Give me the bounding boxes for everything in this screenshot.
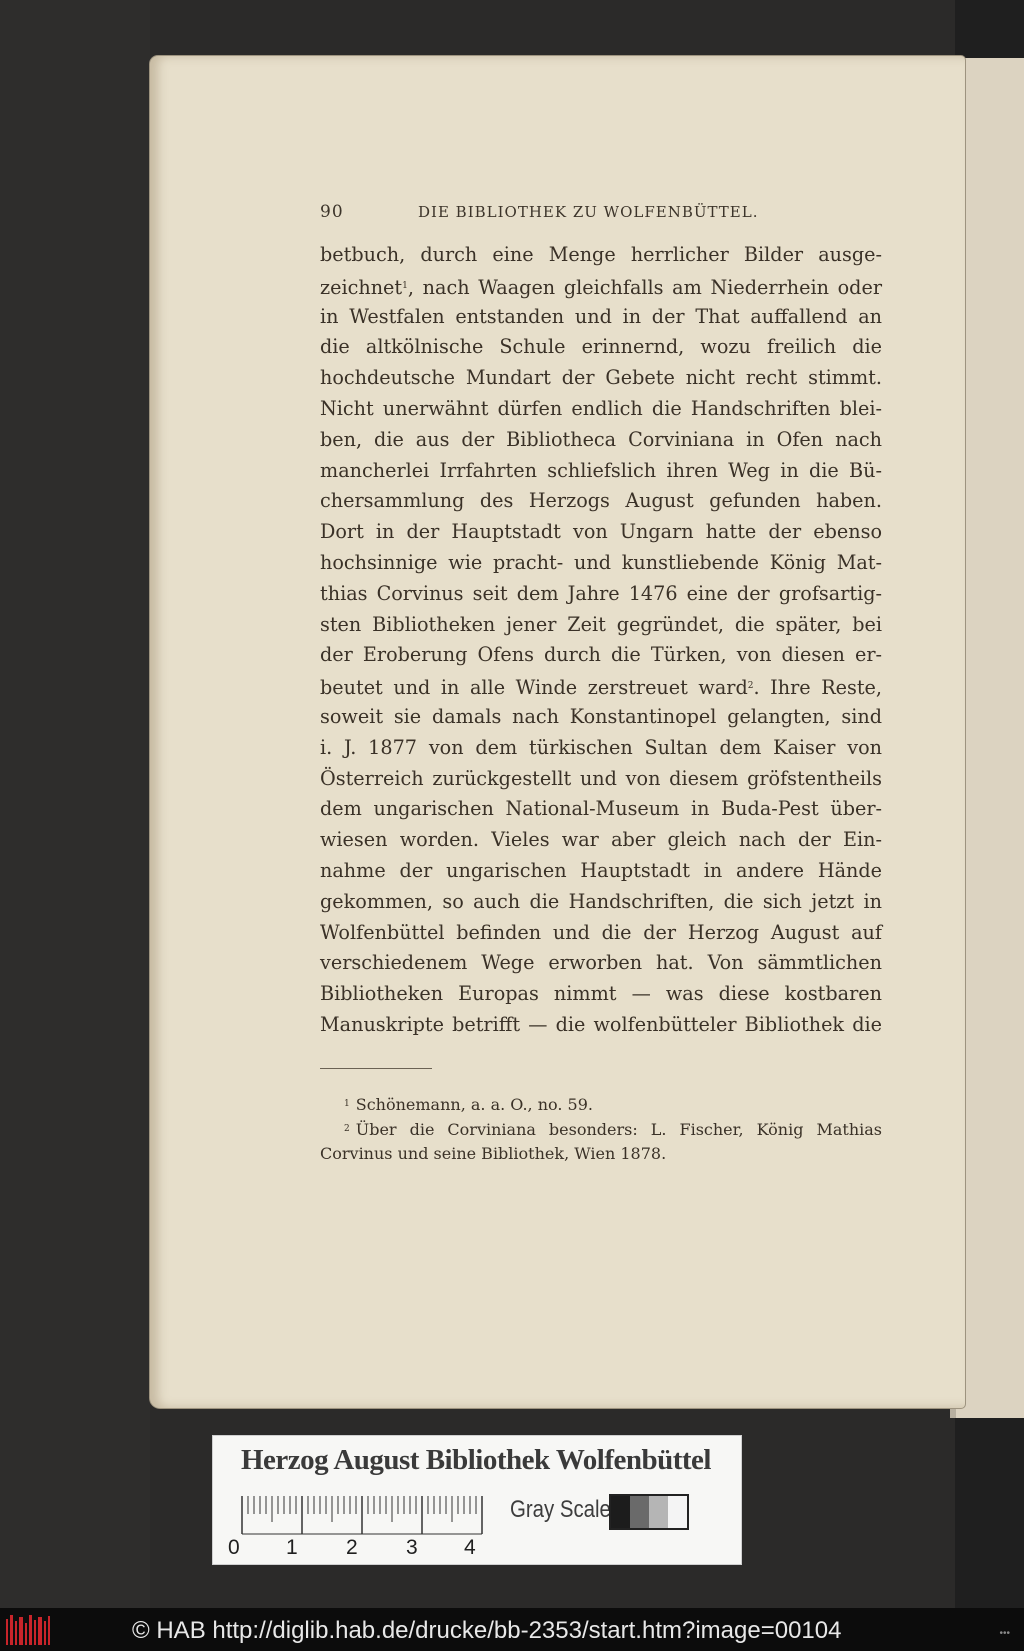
text-line: hochsinnige wie pracht- und kunstliebende König Mat- (320, 550, 882, 574)
text-line: sten Bibliotheken jener Zeit gegründet, die später, bei (320, 612, 882, 636)
text-line: nahme der ungarischen Hauptstadt in andere Hände (320, 858, 882, 882)
ruler-number: 0 (228, 1536, 240, 1559)
gray-swatch (611, 1496, 630, 1528)
gray-swatch (630, 1496, 649, 1528)
text-line: Manuskripte betrifft — die wolfenbütteler Bibliothek die (320, 1012, 882, 1036)
page-number: 90 (320, 202, 344, 222)
library-name: Herzog August Bibliothek Wolfenbüttel (241, 1444, 711, 1476)
footnote-rule (320, 1068, 432, 1069)
text-line: Österreich zurückgestellt und von diesem gröfstentheils (320, 766, 882, 790)
text-line: die altkölnische Schule erinnernd, wozu freilich die (320, 335, 882, 359)
ruler (240, 1496, 492, 1542)
footnote-1: $^1$ Schönemann, a. a. O., no. 59. (344, 1095, 593, 1114)
text-line: mancherlei Irrfahrten schliefslich ihren Weg in die Bü- (320, 458, 882, 482)
footnote-ref: 1 (402, 280, 408, 291)
footer-dots: ••• (999, 1628, 1010, 1639)
barcode-logo-icon (6, 1615, 50, 1647)
ruler-number: 4 (464, 1536, 476, 1559)
gray-scale-bar (609, 1494, 689, 1530)
gray-swatch (668, 1496, 687, 1528)
footnote-ref: 2 (747, 681, 754, 692)
footnotes (320, 1092, 882, 1166)
gray-scale-label: Gray Scale (510, 1496, 611, 1523)
text-line: verschiedenem Wege erworben hat. Von sämmtlichen (320, 951, 882, 975)
text-line: Bibliotheken Europas nimmt — was diese kostbaren (320, 982, 882, 1006)
text-line: Nicht unerwähnt dürfen endlich die Handschriften blei- (320, 396, 882, 420)
text-line: in Westfalen entstanden und in der That auffallend an (320, 304, 882, 328)
footnote-2-line2: Corvinus und seine Bibliothek, Wien 1878. (320, 1144, 667, 1163)
ruler-number: 3 (406, 1536, 418, 1559)
gray-swatch (649, 1496, 668, 1528)
text-line: i. J. 1877 von dem türkischen Sultan dem Kaiser von (320, 735, 882, 759)
running-header (320, 202, 880, 226)
ruler-number: 1 (286, 1536, 298, 1559)
text-line: ben, die aus der Bibliotheca Corviniana in Ofen nach (320, 427, 882, 451)
text-line: wiesen worden. Vieles war aber gleich nach der Ein- (320, 828, 882, 852)
footnote-2-line1: $^2$ Über die Corviniana besonders: L. Fischer, König Mathias (344, 1120, 882, 1139)
footer-bar (0, 1608, 1024, 1651)
ruler-number: 2 (346, 1536, 358, 1559)
text-line: Wolfenbüttel befinden und die der Herzog August auf (320, 920, 882, 944)
text-line: dem ungarischen National-Museum in Buda-Pest über- (320, 797, 882, 821)
text-line: zeichnet$^1$, nach Waagen gleichfalls am Niederrhein oder (320, 275, 882, 299)
text-line: betbuch, durch eine Menge herrlicher Bilder ausge- (320, 243, 882, 266)
text-line: hochdeutsche Mundart der Gebete nicht recht stimmt. (320, 366, 882, 390)
text-line: gekommen, so auch die Handschriften, die sich jetzt in (320, 889, 882, 913)
scanner-backdrop-left (0, 0, 150, 1608)
text-line: Dort in der Hauptstadt von Ungarn hatte der ebenso (320, 520, 882, 544)
text-line: chersammlung des Herzogs August gefunden haben. (320, 489, 882, 513)
body-text (320, 240, 882, 1041)
text-line: soweit sie damals nach Konstantinopel gelangten, sind (320, 704, 882, 728)
text-line: thias Corvinus seit dem Jahre 1476 eine der grofsartig- (320, 581, 882, 605)
text-line: beutet und in alle Winde zerstreuet ward$^2$. Ihre Reste, (320, 676, 883, 700)
text-line: der Eroberung Ofens durch die Türken, von diesen er- (320, 643, 882, 667)
color-scale-card (213, 1436, 741, 1564)
copyright-url[interactable]: © HAB http://diglib.hab.de/drucke/bb-2353/start.htm?image=00104 (132, 1617, 842, 1644)
running-title: DIE BIBLIOTHEK ZU WOLFENBÜTTEL. (418, 203, 759, 221)
ruler-ticks (240, 1496, 492, 1536)
